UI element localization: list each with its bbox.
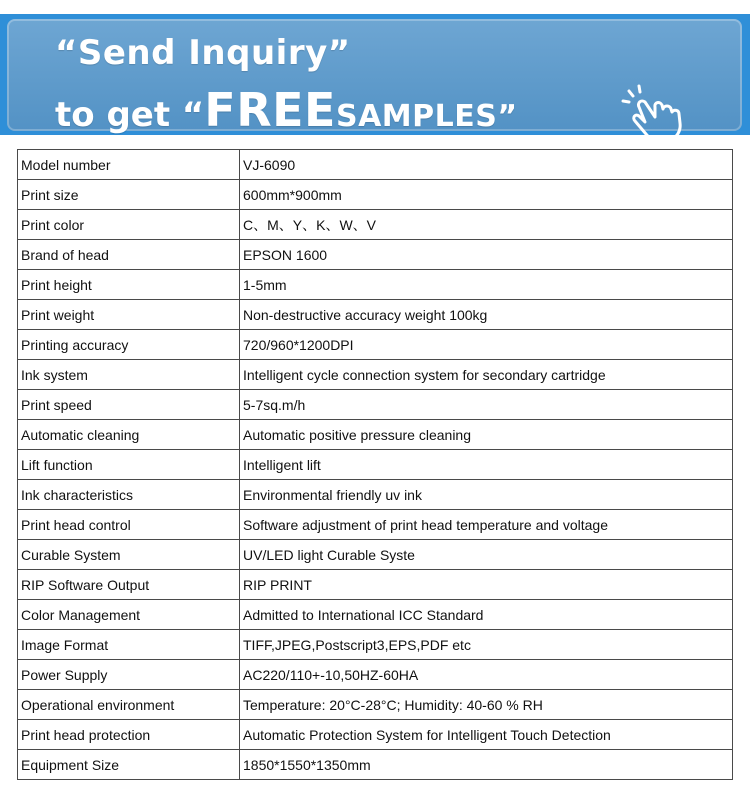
spec-key-cell: RIP Software Output xyxy=(18,570,240,600)
spec-key-cell: Print size xyxy=(18,180,240,210)
table-row xyxy=(18,480,733,510)
spec-value-cell: Admitted to International ICC Standard xyxy=(240,600,733,630)
hand-pointer-icon xyxy=(619,83,689,143)
table-row xyxy=(18,690,733,720)
table-row xyxy=(18,600,733,630)
spec-key-cell: Image Format xyxy=(18,630,240,660)
table-row xyxy=(18,660,733,690)
spec-key-cell: Printing accuracy xyxy=(18,330,240,360)
spec-key-cell: Print speed xyxy=(18,390,240,420)
spec-key-cell: Print head control xyxy=(18,510,240,540)
table-row xyxy=(18,510,733,540)
table-row xyxy=(18,720,733,750)
spec-value-cell: UV/LED light Curable Syste xyxy=(240,540,733,570)
spec-value-cell: 600mm*900mm xyxy=(240,180,733,210)
spec-value-cell: 5-7sq.m/h xyxy=(240,390,733,420)
table-row xyxy=(18,270,733,300)
spec-key-cell: Ink system xyxy=(18,360,240,390)
table-row xyxy=(18,360,733,390)
spec-key-cell: Power Supply xyxy=(18,660,240,690)
spec-value-cell: 720/960*1200DPI xyxy=(240,330,733,360)
banner-subheadline-prefix: to get “ xyxy=(55,95,205,135)
table-row xyxy=(18,570,733,600)
spec-value-cell: Automatic Protection System for Intelligent Touch Detection xyxy=(240,720,733,750)
banner-subheadline-suffix: SAMPLES” xyxy=(335,99,518,134)
table-row xyxy=(18,330,733,360)
spec-key-cell: Color Management xyxy=(18,600,240,630)
spec-key-cell: Ink characteristics xyxy=(18,480,240,510)
spec-value-cell: Automatic positive pressure cleaning xyxy=(240,420,733,450)
spec-value-cell: VJ-6090 xyxy=(240,150,733,180)
spec-key-cell: Automatic cleaning xyxy=(18,420,240,450)
table-row xyxy=(18,540,733,570)
banner-panel xyxy=(7,19,742,137)
table-row xyxy=(18,630,733,660)
spec-value-cell: Software adjustment of print head temperature and voltage xyxy=(240,510,733,540)
spec-key-cell: Print head protection xyxy=(18,720,240,750)
spec-table xyxy=(17,149,733,780)
spec-value-cell: C、M、Y、K、W、V xyxy=(240,210,733,240)
spec-key-cell: Operational environment xyxy=(18,690,240,720)
spec-key-cell: Lift function xyxy=(18,450,240,480)
table-row xyxy=(18,750,733,780)
table-row xyxy=(18,240,733,270)
spec-key-cell: Print weight xyxy=(18,300,240,330)
spec-key-cell: Curable System xyxy=(18,540,240,570)
table-row xyxy=(18,390,733,420)
spec-value-cell: Non-destructive accuracy weight 100kg xyxy=(240,300,733,330)
spec-value-cell: Intelligent cycle connection system for secondary cartridge xyxy=(240,360,733,390)
table-row xyxy=(18,150,733,180)
table-row xyxy=(18,210,733,240)
spec-value-cell: Intelligent lift xyxy=(240,450,733,480)
spec-value-cell: AC220/110+-10,50HZ-60HA xyxy=(240,660,733,690)
spec-value-cell: RIP PRINT xyxy=(240,570,733,600)
table-row xyxy=(18,300,733,330)
banner-subheadline-emphasis: FREE xyxy=(204,83,336,137)
spec-key-cell: Model number xyxy=(18,150,240,180)
inquiry-banner[interactable] xyxy=(0,14,750,135)
spec-key-cell: Brand of head xyxy=(18,240,240,270)
table-row xyxy=(18,450,733,480)
spec-key-cell: Equipment Size xyxy=(18,750,240,780)
table-row xyxy=(18,420,733,450)
spec-value-cell: EPSON 1600 xyxy=(240,240,733,270)
spec-value-cell: TIFF,JPEG,Postscript3,EPS,PDF etc xyxy=(240,630,733,660)
spec-key-cell: Print height xyxy=(18,270,240,300)
banner-subheadline xyxy=(55,83,518,137)
spec-value-cell: 1850*1550*1350mm xyxy=(240,750,733,780)
spec-value-cell: Temperature: 20°C-28°C; Humidity: 40-60 % RH xyxy=(240,690,733,720)
table-row xyxy=(18,180,733,210)
spec-key-cell: Print color xyxy=(18,210,240,240)
banner-headline: “Send Inquiry” xyxy=(55,33,351,73)
spec-value-cell: 1-5mm xyxy=(240,270,733,300)
spec-value-cell: Environmental friendly uv ink xyxy=(240,480,733,510)
